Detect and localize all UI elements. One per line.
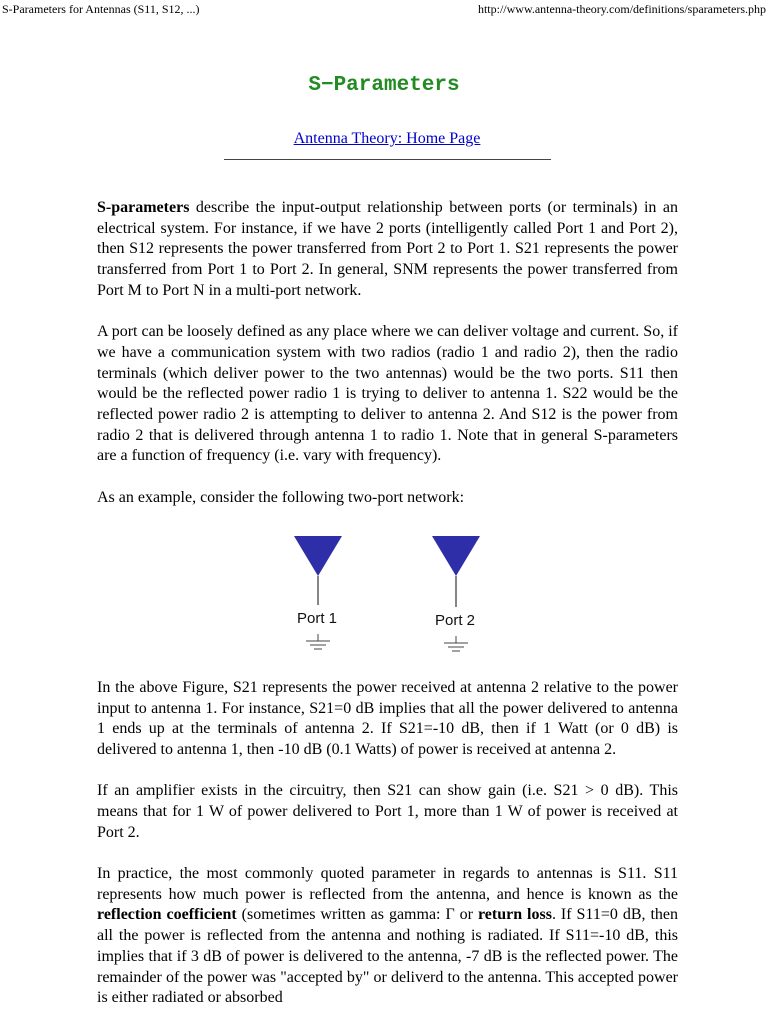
antenna-1-icon xyxy=(294,536,342,576)
paragraph-intro: S-parameters describe the input-output relationship between ports (or terminals) in an electrical system. For instance, if we have 2 ports (intelligently called Port 1 and Port 2), then S12 represents the power transferred from Port 2 to Port 1. S21 represents the power transferred from Port 1 to Port 2. In general, SNM represents the power transferred from Port M to Port N in a multi-port network. xyxy=(97,199,678,299)
two-port-network-figure xyxy=(97,526,678,659)
page-title: S−Parameters xyxy=(308,74,460,97)
title-divider xyxy=(224,159,551,160)
paragraph-amplifier: If an amplifier exists in the circuitry, then S21 can show gain (i.e. S21 > 0 dB). This means that for 1 W of power delivered to Port 1, more than 1 W of power is received at Port 2. xyxy=(97,782,678,841)
paragraph-example-intro: As an example, consider the following two-port network: xyxy=(97,488,465,506)
paragraph-port-definition: A port can be loosely defined as any place where we can deliver voltage and current. So, if we have a communication system with two radios (radio 1 and radio 2), then the radio terminals (which deliver power to the two antennas) would be the two ports. S11 then would be the reflected power radio 1 is trying to deliver to antenna 1. S22 would be the reflected power radio 2 is attempting to deliver to antenna 2. And S12 is the power from radio 2 that is delivered through antenna 1 to radio 1. Note that in general S-parameters are a function of frequency (i.e. vary with frequency). xyxy=(97,323,678,465)
home-page-link[interactable]: Antenna Theory: Home Page xyxy=(293,130,481,147)
term-return-loss: return loss xyxy=(477,906,552,924)
home-link-container xyxy=(0,129,768,149)
paragraph-s11-explanation: In practice, the most commonly quoted parameter in regards to antennas is S11. S11 represents how much power is reflected from the antenna, and hence is known as the reflection coefficient (sometimes written as gamma: Γ or return loss. If S11=0 dB, then all the power is reflected from the antenna and nothing is radiated. If S11=-10 dB, this implies that if 3 dB of power is delivered to the antenna, -7 dB is the reflected power. The remainder of the power was "accepted by" or deliverd to the antenna. This accepted power is either radiated or absorbed xyxy=(97,865,678,1007)
port-1-label: Port 1 xyxy=(297,609,338,627)
term-reflection-coefficient: reflection coefficient xyxy=(97,906,237,924)
paragraph-s21-explanation: In the above Figure, S21 represents the power received at antenna 2 relative to the power input to antenna 1. For instance, S21=0 dB implies that all the power delivered to antenna 1 ends up at the terminals of antenna 2. If S21=-10 dB, then if 1 Watt (or 0 dB) is delivered to antenna 1, then -10 dB (0.1 Watts) of power is received at antenna 2. xyxy=(97,678,678,759)
gamma-symbol: Γ xyxy=(445,906,455,924)
document-title: S-Parameters for Antennas (S11, S12, ...) xyxy=(2,2,200,16)
two-port-diagram xyxy=(97,526,678,659)
page-url: http://www.antenna-theory.com/definitions/sparameters.php xyxy=(477,2,766,16)
antenna-2-icon xyxy=(432,536,480,576)
print-header xyxy=(0,0,768,18)
port-2-label: Port 2 xyxy=(435,611,476,629)
term-s-parameters: S-parameters xyxy=(97,199,190,216)
article-body xyxy=(97,198,678,1030)
